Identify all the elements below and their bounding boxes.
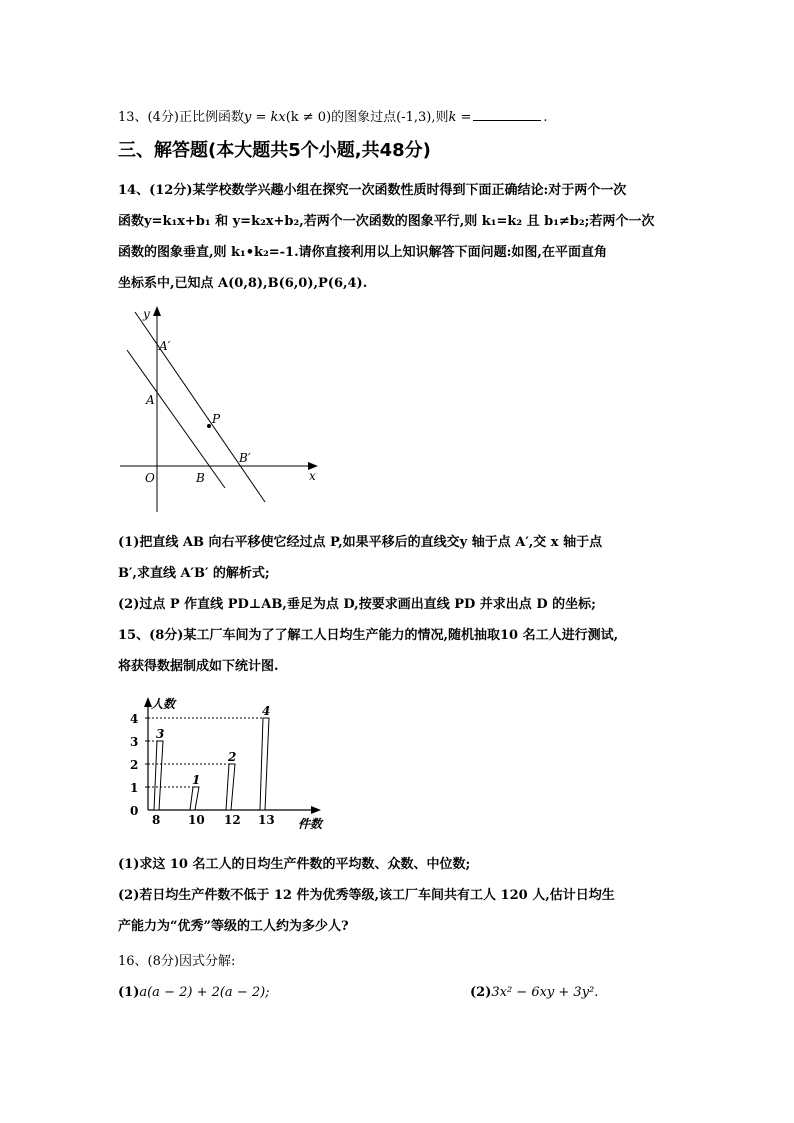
point-p (207, 424, 211, 428)
label-b-prime: B′ (239, 451, 251, 465)
section-title: 三、解答题(本大题共5个小题,共48分) (118, 140, 431, 161)
label-a-prime: A′ (159, 339, 171, 353)
label-a: A (146, 393, 155, 407)
bar (226, 764, 235, 810)
q15-line1: 15、(8分)某工厂车间为了了解工人日均生产能力的情况,随机抽取10 名工人进行测试, (118, 628, 619, 643)
q13-suffix: 的图象过点(-1,3),则 (331, 110, 449, 125)
bar (260, 718, 269, 810)
q16-part1-expr: a(a − 2) + 2(a − 2); (139, 985, 270, 1000)
question-13 (118, 106, 548, 125)
data-label: 4 (262, 704, 271, 718)
x-axis-label: 件数 (298, 817, 323, 831)
y-axis-arrow (153, 306, 161, 316)
data-label: 1 (192, 773, 201, 787)
y-tick-label: 1 (130, 781, 139, 795)
y-tick-label: 2 (130, 758, 139, 772)
x-tick-label: 12 (224, 813, 241, 827)
q15-part2-line2: 产能力为“优秀”等级的工人约为多少人? (118, 919, 349, 934)
q16-part2 (470, 985, 598, 1000)
bar-chart (118, 692, 338, 834)
q14-part1-line2: B′,求直线 A′B′ 的解析式; (118, 566, 270, 581)
x-tick-label: 8 (152, 813, 161, 827)
bar (154, 741, 163, 810)
bar (190, 787, 199, 810)
data-label: 2 (228, 750, 237, 764)
q16-part2-expr: 3x² − 6xy + 3y². (491, 985, 599, 1000)
x-tick-label: 13 (258, 813, 275, 827)
q16-part1-label: (1) (118, 985, 140, 1000)
y-tick-label: 0 (130, 804, 139, 818)
label-p: P (212, 412, 221, 426)
x-axis-arrow (311, 806, 321, 814)
q16-part2-label: (2) (470, 985, 492, 1000)
y-axis-label: y (143, 307, 150, 321)
q16-part1 (118, 985, 270, 1000)
y-tick-label: 3 (130, 735, 139, 749)
coordinate-figure (115, 302, 330, 517)
x-axis-label: x (309, 469, 316, 483)
q15-part1: (1)求这 10 名工人的日均生产件数的平均数、众数、中位数; (118, 857, 471, 872)
q13-answer-label: k = (448, 110, 472, 125)
answer-blank[interactable] (473, 108, 541, 121)
label-b: B (196, 471, 205, 485)
q13-prefix: 13、(4分)正比例函数 (118, 110, 244, 125)
x-tick-label: 10 (188, 813, 205, 827)
q15-line2: 将获得数据制成如下统计图. (118, 659, 279, 674)
q14-line4: 坐标系中,已知点 A(0,8),B(6,0),P(6,4). (118, 276, 368, 291)
line-ab (127, 350, 225, 488)
q14-line3: 函数的图象垂直,则 k₁•k₂=-1.请你直接利用以上知识解答下面问题:如图,在平面直角 (118, 245, 607, 260)
q13-end: . (543, 110, 548, 125)
y-tick-label: 4 (130, 712, 139, 726)
q14-part1-line1: (1)把直线 AB 向右平移使它经过点 P,如果平移后的直线交y 轴于点 A′,交 x 轴于点 (118, 535, 603, 550)
q16-title: 16、(8分)因式分解: (118, 954, 236, 969)
y-axis-label: 人数 (151, 697, 176, 711)
label-origin: O (145, 471, 155, 485)
q13-formula: y = kx (243, 110, 286, 125)
q14-part2: (2)过点 P 作直线 PD⊥AB,垂足为点 D,按要求画出直线 PD 并求出点 D 的坐标; (118, 597, 596, 612)
q13-condition: (k ≠ 0) (285, 110, 332, 125)
q14-line2: 函数y=k₁x+b₁ 和 y=k₂x+b₂,若两个一次函数的图象平行,则 k₁=k₂ 且 b₁≠b₂;若两个一次 (118, 214, 655, 229)
q14-line1: 14、(12分)某学校数学兴趣小组在探究一次函数性质时得到下面正确结论:对于两个一次 (118, 183, 627, 198)
data-label: 3 (156, 727, 165, 741)
q15-part2-line1: (2)若日均生产件数不低于 12 件为优秀等级,该工厂车间共有工人 120 人,估计日均生 (118, 888, 615, 903)
